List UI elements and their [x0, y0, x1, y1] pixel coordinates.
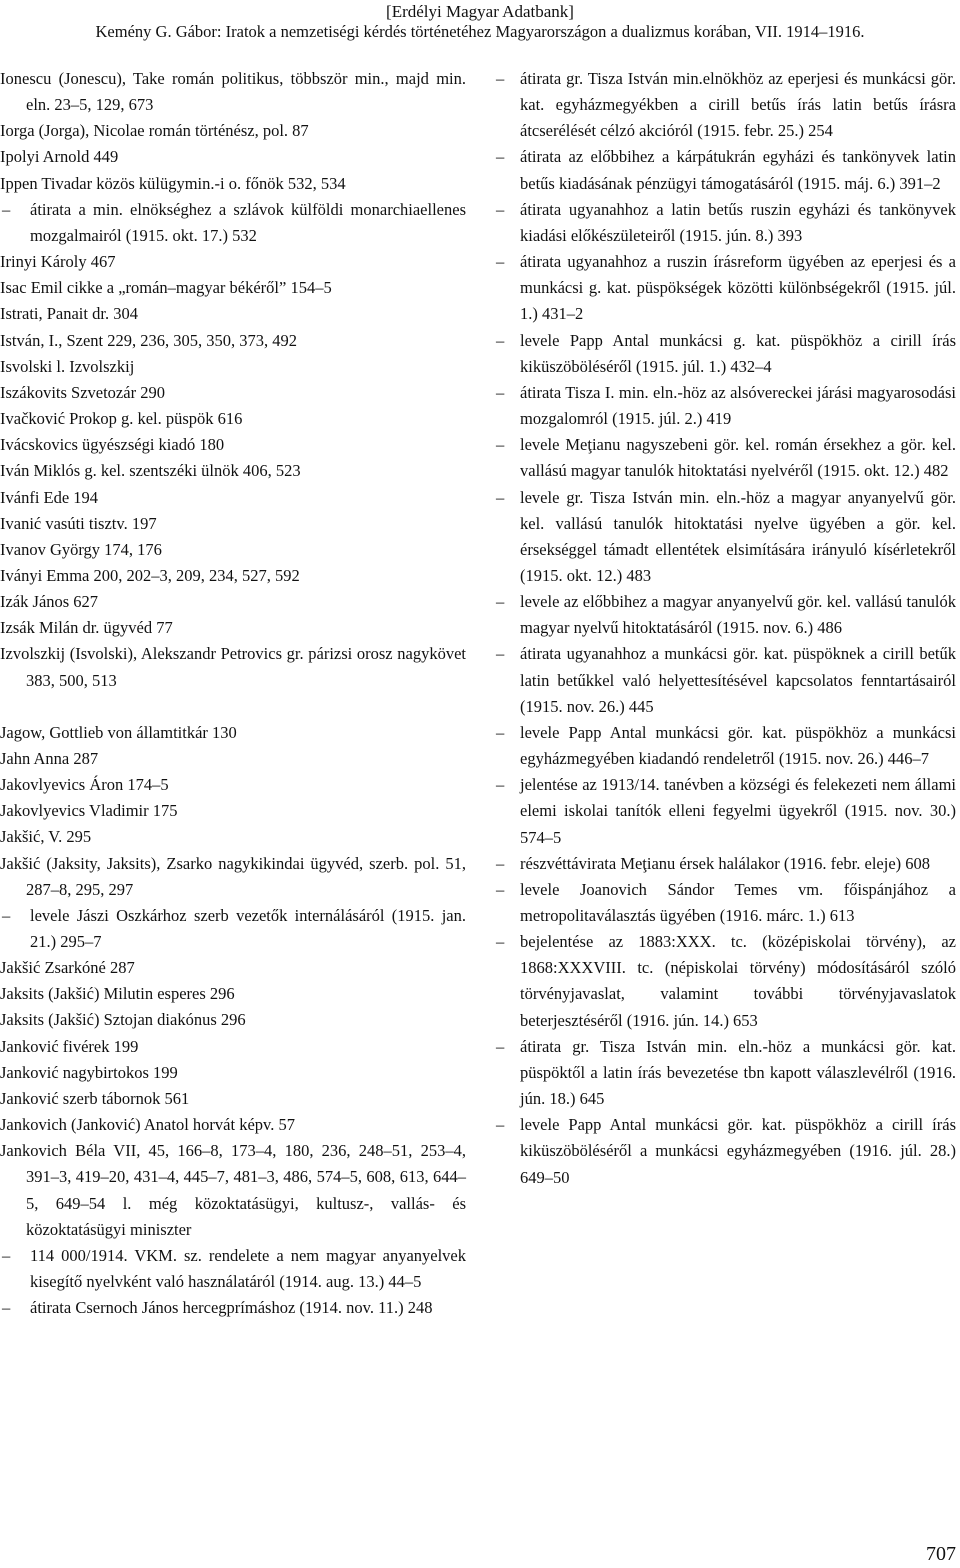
index-entry: István, I., Szent 229, 236, 305, 350, 373, 492: [0, 330, 297, 350]
index-entry: Jankovich Béla VII, 45, 166–8, 173–4, 180, 236, 248–51, 253–4, 391–3, 419–20, 431–4, 445–7, 481–3, 486, 574–5, 608, 613, 644–5, 649–54 l. még közoktatásügyi, kultusz-, vallás- és közoktatásügyi miniszter: [0, 1141, 466, 1239]
letter-group-gap: [0, 694, 466, 720]
page-number: 707: [926, 1543, 956, 1565]
index-entry: Janković fivérek 199: [0, 1036, 139, 1056]
index-entry: Ivačković Prokop g. kel. püspök 616: [0, 409, 243, 429]
index-entry: Iván Miklós g. kel. szentszéki ülnök 406, 523: [0, 461, 301, 481]
index-subentry: – részvéttávirata Meţianu érsek halálakor (1916. febr. eleje) 608: [496, 851, 956, 877]
right-column: [496, 66, 956, 1191]
index-entry: Jakšić, V. 295: [0, 827, 92, 847]
index-entry: Jakšić Zsarkóné 287: [0, 958, 135, 978]
index-subentry: – levele Joanovich Sándor Temes vm. főispánjához a metropolitaválasztás ügyében (1916. márc. 1.) 613: [496, 877, 956, 929]
index-entry: Ippen Tivadar közös külügymin.-i o. főnök 532, 534: [0, 173, 346, 193]
index-entry: Jankovich (Janković) Anatol horvát képv. 57: [0, 1115, 295, 1135]
index-subentry: – levele Papp Antal munkácsi gör. kat. püspökhöz a munkácsi egyházmegyében kiadandó rendeletről (1915. nov. 26.) 446–7: [496, 720, 956, 772]
index-subentry: – átirata az előbbihez a kárpátukrán egyházi és tankönyvek latin betűs kiadásának pénzügyi támogatásáról (1915. máj. 6.) 391–2: [496, 144, 956, 196]
index-subentry: – levele az előbbihez a magyar anyanyelvű gör. kel. vallású tanulók magyar nyelvű hitoktatásáról (1915. nov. 6.) 486: [496, 589, 956, 641]
index-entry: Ionescu (Jonescu), Take román politikus, többször min., majd min. eln. 23–5, 129, 673: [0, 69, 466, 115]
index-entry: Jahn Anna 287: [0, 748, 99, 768]
index-subentry: – átirata ugyanahhoz a ruszin írásreform ügyében az eperjesi és a munkácsi g. kat. püspökségek közötti különbségekről (1915. júl. 1.) 431–2: [496, 249, 956, 327]
index-entry: Jakovlyevics Áron 174–5: [0, 775, 169, 795]
index-entry: Ivanov György 174, 176: [0, 539, 162, 559]
index-subentry: – bejelentése az 1883:XXX. tc. (középiskolai törvény), az 1868:XXXVIII. tc. (népiskolai törvény) módosításáról szóló törvényjavaslat, valamint további törvényjavaslatok beterjesztéséről (1916. jún. 14.) 653: [496, 929, 956, 1034]
index-entry: Izvolszkij (Isvolski), Alekszandr Petrovics gr. párizsi orosz nagykövet 383, 500, 513: [0, 644, 466, 690]
index-entry: Jaksits (Jakšić) Milutin esperes 296: [0, 984, 235, 1004]
index-subentry: – levele Meţianu nagyszebeni gör. kel. román érsekhez a gör. kel. vallású magyar tanulók hitoktatási nyelvéről (1915. okt. 12.) 482: [496, 432, 956, 484]
index-subentry: – levele Jászi Oszkárhoz szerb vezetők internálásáról (1915. jan. 21.) 295–7: [0, 903, 466, 955]
index-entry: Iványi Emma 200, 202–3, 209, 234, 527, 592: [0, 565, 300, 585]
index-entry: Jakšić (Jaksity, Jaksits), Zsarko nagykikindai ügyvéd, szerb. pol. 51, 287–8, 295, 297: [0, 853, 466, 899]
index-subentry: – jelentése az 1913/14. tanévben a községi és felekezeti nem állami elemi iskolai tanítók elleni fegyelmi ügyekről (1915. nov. 30.) 574–5: [496, 772, 956, 850]
index-entry: Isvolski l. Izvolszkij: [0, 356, 135, 376]
index-subentry: – levele Papp Antal munkácsi gör. kat. püspökhöz a cirill írás kiküszöböléséről a munkácsi egyházmegyében (1916. júl. 28.) 649–50: [496, 1112, 956, 1190]
index-entry: Ipolyi Arnold 449: [0, 147, 119, 167]
index-subentry: – átirata Tisza I. min. eln.-höz az alsóvereckei járási magyarosodási mozgalomról (1915. júl. 2.) 419: [496, 380, 956, 432]
book-title: Kemény G. Gábor: Iratok a nemzetiségi kérdés történetéhez Magyarországon a dualizmus korában, VII. 1914–1916.: [95, 22, 865, 41]
index-subentry: – átirata a min. elnökséghez a szlávok külföldi monarchiaellenes mozgalmairól (1915. okt. 17.) 532: [0, 197, 466, 249]
index-entry: Jagow, Gottlieb von államtitkár 130: [0, 722, 237, 742]
index-subentry: – 114 000/1914. VKM. sz. rendelete a nem magyar anyanyelvek kisegítő nyelvként való használatáról (1914. aug. 13.) 44–5: [0, 1243, 466, 1295]
index-entry: Izsák Milán dr. ügyvéd 77: [0, 618, 173, 638]
index-subentry: – átirata gr. Tisza István min. eln.-höz a munkácsi gör. kat. püspöktől a latin írás bevezetése tbn kapott válaszlevélről (1916. jún. 18.) 645: [496, 1034, 956, 1112]
index-entry: Ivácskovics ügyészségi kiadó 180: [0, 435, 225, 455]
source-title: [Erdélyi Magyar Adatbank]: [386, 2, 574, 21]
index-entry: Jakovlyevics Vladimir 175: [0, 801, 178, 821]
index-subentry: – levele gr. Tisza István min. eln.-höz a magyar anyanyelvű gör. kel. vallású tanulók hitoktatási nyelve ügyében a gör. kel. érsekséggel támadt ellentétek elsimítására irányuló kísérletekről (1915. okt. 12.) 483: [496, 485, 956, 590]
index-subentry: – átirata ugyanahhoz a munkácsi gör. kat. püspöknek a cirill betűk latin betűkkel való helyettesítésével kapcsolatos fenntartásairól (1915. nov. 26.) 445: [496, 641, 956, 719]
index-subentry: – átirata ugyanahhoz a latin betűs ruszin egyházi és tankönyvek kiadási előkészületeiről (1915. jún. 8.) 393: [496, 197, 956, 249]
index-subentry: – levele Papp Antal munkácsi g. kat. püspökhöz a cirill írás kiküszöböléséről (1915. júl. 1.) 432–4: [496, 328, 956, 380]
index-entry: Janković szerb tábornok 561: [0, 1088, 190, 1108]
index-subentry: – átirata gr. Tisza István min.elnökhöz az eperjesi és munkácsi gör. kat. egyházmegyékben a cirill betűs írás latin betűs írásra átcserélését célzó akcióról (1915. febr. 25.) 254: [496, 66, 956, 144]
index-entry: Isac Emil cikke a „román–magyar békéről” 154–5: [0, 278, 332, 298]
index-entry: Janković nagybirtokos 199: [0, 1062, 178, 1082]
index-entry: Irinyi Károly 467: [0, 252, 116, 272]
index-entry: Ivánfi Ede 194: [0, 487, 99, 507]
index-subentry: – átirata Csernoch János hercegprímáshoz (1914. nov. 11.) 248: [0, 1295, 466, 1321]
index-entry: Iorga (Jorga), Nicolae román történész, pol. 87: [0, 121, 309, 141]
left-column: [0, 66, 466, 1321]
index-entry: Izák János 627: [0, 592, 99, 612]
index-entry: Jaksits (Jakšić) Sztojan diakónus 296: [0, 1010, 246, 1030]
index-entry: Iszákovits Szvetozár 290: [0, 382, 165, 402]
page-header: [0, 0, 960, 42]
index-entry: Ivanić vasúti tisztv. 197: [0, 513, 157, 533]
index-entry: Istrati, Panait dr. 304: [0, 304, 138, 324]
